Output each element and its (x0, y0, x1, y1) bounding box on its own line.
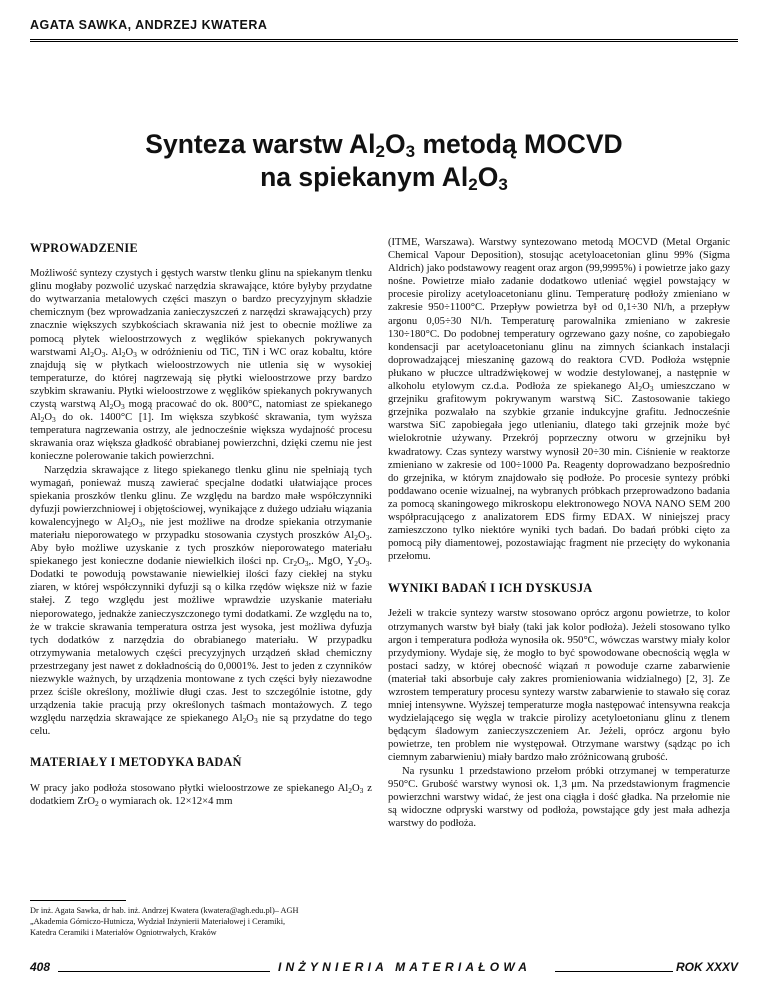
section-heading-materials: MATERIAŁY I METODYKA BADAŃ (30, 755, 242, 770)
page-number: 408 (30, 960, 51, 974)
author-footnote: Dr inż. Agata Sawka, dr hab. inż. Andrzej Kwatera (kwatera@agh.edu.pl)– AGH „Akademia Górniczo-Hutnicza, Wydział Inżynierii Materiałowej i Ceramiki, Katedra Ceramiki i Materiałów Ogniotrwałych, Kraków (30, 906, 299, 937)
section-heading-intro: WPROWADZENIE (30, 241, 138, 255)
journal-year: ROK XXXV (675, 960, 738, 974)
materials-paragraph-1: W pracy jako podłoża stosowano płytki wieloostrzowe ze spiekanego $Al_2O_3$ z dodatkiem ZrO$_2$ o wymiarach ok. 12×12×4 mm (30, 782, 372, 808)
intro-paragraph-2: Narzędzia skrawające z litego spiekanego tlenku glinu nie spełniają tych wymagań, ponieważ muszą zawierać specjalne dodatki ułatwiające proces spiekania proszków tlenku glinu. Ze względu na bardzo małe współczynniki dyfuzji powierzchniowej i objętościowej, wynikające z dużego udziału wiązania kowalencyjnego w $Al_2O_3$, nie jest możliwe na drodze spiekania otrzymanie materiału nieporowatego w przypadku stosowania czystych proszków $Al_2O_3$. Aby było możliwe uzyskanie z tych proszków nieporowatego materiału spiekanego jest konieczne dodanie niewielkich ilości np. $Cr_2O_3$,. MgO, $Y_2O_3$. Dodatki te powodują powstawanie niewielkiej ilości fazy ciekłej na styku ziaren, w której współczynniki dyfuzji są o kilka rzędów większe niż w fazie stałej. Z tego względu jest możliwe wprawdzie uzyskanie materiału nieporowatego, jednakże zanieczyszczonego tymi dodatkami. Ze względu na to, że w trakcie skrawania temperatura ostrza jest wysoka, jest możliwa dyfuzja tych dodatków z narzędzia do obrabianego materiału. W przypadku otrzymywania metalowych części precyzyjnych urządzeń skład chemiczny przestrzegany jest nawet z dokładnością do 0,0001%. Jest to jeden z czynników niezwykle ważnych, by urządzenia montowane z tych części były niezawodne przez ściśle określony, możliwie długi czas. Jest to szczególnie istotne, gdy urządzenia takie pracują przy określonych taśmach montażowych. Z tego względu narzędzia skrawające ze spiekanego $Al_2O_3$ nie są przydatne do tego celu. (30, 464, 372, 738)
results-paragraph-1: Jeżeli w trakcie syntezy warstw stosowano oprócz argonu powietrze, to kolor otrzymanych warstw był biały (taki jak kolor podłoża). Jeżeli stosowano tylko argon i temperatura podłoża wynosiła ok. 950°C, wówczas warstwy miały kolor przydymiony. Wydaje się, że mogło to być spowodowane obecnością węgla w postaci sadzy, w której obecność wiązań π powoduje czarne zabarwienie (materiał taki absorbuje cały zakres promieniowania widzialnego) [2, 3]. Ze wzrostem temperatury procesu syntezy warstw zabarwienie to stawało się coraz mniej intensywne. Wyższej temperaturze mogła następować intensywna reakcja wydzielającego się węgla w trakcie pirolizy acetyloetonianu glinu z tlenem będącym śladowym zanieczyszczeniem Ar. Jeżeli, oprócz argonu było powietrze, ten problem nie występował. Otrzymane warstwy (sądząc po ich ciemnym zabarwieniu) miały bardzo mało zróżnicowaną grubość. (388, 608, 730, 764)
left-column (30, 236, 372, 808)
journal-name: INŻYNIERIA MATERIAŁOWA (278, 960, 532, 974)
section-heading-results: WYNIKI BADAŃ I ICH DYSKUSJA (388, 581, 593, 596)
results-paragraph-2: Na rysunku 1 przedstawiono przełom próbki otrzymanej w temperaturze 950°C. Grubość warstwy wynosi ok. 1,3 μm. Na przedstawionym fragmencie powierzchni warstwy widać, że jest ona ciągła i dość gładka. Na przełomie nie są widoczne odpryski warstwy od podłoża, powstające gdy jest mała adhezja warstwy do podłoża. (388, 765, 730, 829)
authors: AGATA SAWKA, ANDRZEJ KWATERA (30, 18, 738, 40)
header-rule (30, 41, 738, 42)
article-title: Synteza warstw $Al_2O_3$ metodą MOCVD na spiekanym $Al_2O_3$ (145, 129, 623, 194)
page-footer (30, 960, 738, 976)
right-column (388, 236, 730, 830)
footnote-rule (30, 900, 126, 901)
footer-rule-right (555, 971, 673, 972)
materials-paragraph-2: (ITME, Warszawa). Warstwy syntezowano metodą MOCVD (Metal Organic Chemical Vapour Deposition), stosując acetyloacetonian glinu 99% (Sigma Aldrich) jako podstawowy reagent oraz argon (99,9995%) i powietrze jako gazy nośne. Powietrze miało zadanie dodatkowo utleniać węgiel powstający w procesie pirolizy acetyloacetonianu glinu. Temperaturę podłoży zmieniano w zakresie 950÷1100°C. Przepływ powietrza był od 0,1÷30 Nl/h, a przepływ argonu 0,05÷30 Nl/h. Temperaturę parowalnika zmieniano w zakresie 130÷180°C. Do podobnej temperatury ogrzewano gazy nośne, co zapobiegało kondensacji par acetyloacetonianu glinu na zimnych ściankach instalacji doprowadzającej mieszaninę gazową do reaktora CVD. Podłoża wstępnie płukano w płuczce ultradźwiękowej w wodzie destylowanej, a następnie w alkoholu etylowym cz.d.a. Podłoża ze spiekanego $Al_2O_3$ umieszczano w grzejniku grafitowym pokrywanym warstwą SiC. Zastosowanie takiego grzejnika pozwalało na szybkie grzanie indukcyjne grafitu. Jednocześnie warstwa SiC zapobiegała jego utlenianiu, dlatego taki grzejnik może być wielokrotnie używany. Przekrój poprzeczny otworu w grzejniku był kwadratowy. Czas syntezy warstwy wynosił 20÷30 min. Ciśnienie w reaktorze zmieniano w zakresie od 100÷1000 Pa. Reagenty doprowadzano bezpośrednio do grzejnika, w którym znajdowało się podłoże. Po procesie syntezy próbki poddawano ocenie wizualnej, na wybranych próbkach przeprowadzono badania za pomocą skaningowego mikroskopu elektronowego NOVA NANO SEM 200 współpracującego z analizatorem EDS firmy EDAX. W niniejszej pracy zamieszczono tylko niektóre wyniki tych badań. Do badań próbki cięto za pomocą piły diamentowej, pozostawiając fragment nie przecięty do wykonania przełomu. (388, 237, 730, 563)
intro-paragraph-1: Możliwość syntezy czystych i gęstych warstw tlenku glinu na spiekanym tlenku glinu mogłaby pozwolić uzyskać narzędzia skrawające, które byłyby przydatne do wytwarzania metalowych części maszyn o bardzo precyzyjnym składzie chemicznym (bez wprowadzania zanieczyszczeń z narzędzi skrawających) przy znacznie większych szybkościach skrawania niż jest to obecnie możliwe za pomocą płytek wieloostrzowych z węglików spiekanych pokrywanych warstwami $Al_2O_3$. $Al_2O_3$ w odróżnieniu od TiC, TiN i WC oraz kobaltu, które znajdują się w płytkach wieloostrzowych nie utlenia się w wysokiej temperaturze, do której nagrzewają się płytki wieloostrzowe przy bardzo szybkim skrawaniu. Płytki wieloostrzowe z węglików spiekanych pokrywanych czystą warstwą $Al_2O_3$ mogą pracować do ok. 800°C, natomiast ze spiekanego $Al_2O_3$ do ok. 1400°C [1]. Im większa szybkość skrawania, tym wyższa temperatura nagrzewania ostrzy, ale jednocześnie większa wydajność procesu skrawania oraz większa gładkość obrabianej powierzchni, dzięki czemu nie jest konieczne polerowanie takich powierzchni. (30, 268, 373, 463)
footer-rule-left (58, 971, 270, 972)
